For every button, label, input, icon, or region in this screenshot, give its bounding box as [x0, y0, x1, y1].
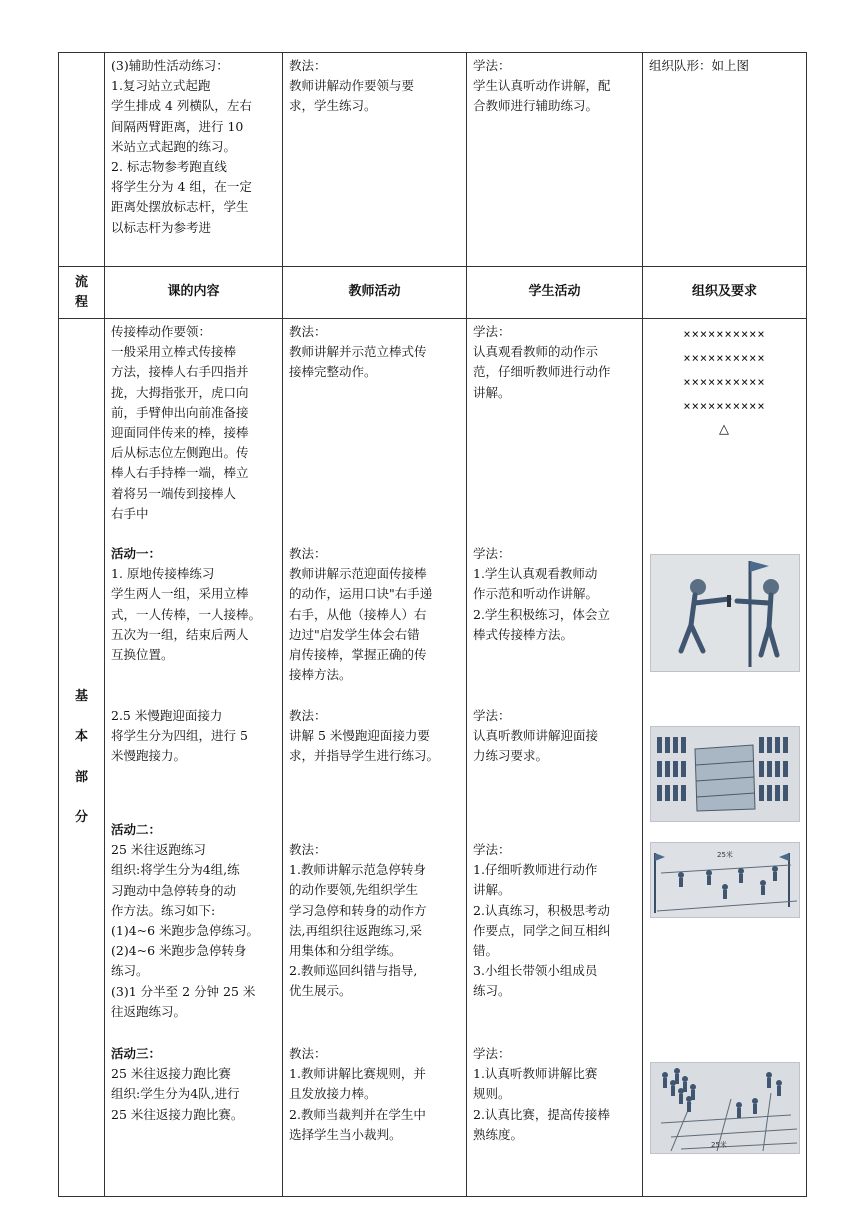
- teacher-position-icon: △: [719, 422, 730, 437]
- text-line: 五次为一组，结束后两人: [111, 626, 249, 642]
- text-line: 迎面同伴传来的棒，接棒: [111, 425, 249, 441]
- text-line: 2.5 米慢跑迎面接力: [111, 708, 223, 723]
- text-line: 认真观看教师的动作示: [473, 344, 599, 360]
- text-line: 教师讲解示范迎面传接棒: [289, 566, 427, 582]
- spacer: [473, 820, 636, 840]
- text-line: 选择学生当小裁判。: [289, 1126, 402, 1142]
- header-row: [59, 267, 807, 319]
- seg2-org: [649, 554, 800, 716]
- section-label: [59, 319, 105, 1197]
- text-line: 学法：: [473, 842, 511, 857]
- teacher-column: [283, 319, 467, 1197]
- text-line: 教法：: [289, 842, 327, 857]
- text-line: 熟练度。: [473, 1126, 524, 1142]
- text-line: 教法：: [289, 58, 327, 73]
- text-line: 学法：: [473, 1046, 511, 1061]
- text-line: 讲解。: [473, 882, 511, 898]
- top-teacher-cell: [283, 53, 467, 267]
- text-line: 学生排成 4 列横队，左右: [111, 98, 252, 114]
- seg2-content: [111, 544, 276, 706]
- text-line: 接棒方法。: [289, 667, 352, 683]
- header-flow-char: 程: [74, 294, 88, 310]
- text-line: 1.仔细听教师进行动作: [473, 862, 598, 878]
- text-line: 互换位置。: [111, 647, 174, 663]
- seg3-org: [649, 726, 800, 840]
- text-line: 式，一人传棒，一人接棒。: [111, 606, 262, 622]
- org-column: [643, 319, 807, 1197]
- text-line: 学法：: [473, 708, 511, 723]
- header-content: 课的内容: [105, 267, 283, 319]
- spacer: [289, 820, 460, 840]
- text-line: 传接棒动作要领：: [111, 324, 212, 339]
- text-line: 求，学生练习。: [289, 98, 377, 114]
- text-line: 教法：: [289, 1046, 327, 1061]
- student-column: [467, 319, 643, 1197]
- text-line: (2)4~6 米跑步急停转身: [111, 943, 247, 959]
- text-line: 讲解。: [473, 384, 511, 400]
- seg4-org: [649, 842, 800, 1066]
- text-line: 的动作要领,先组织学生: [289, 882, 418, 898]
- seg3-content: [111, 706, 276, 820]
- text-line: 作示范和听动作讲解。: [473, 586, 599, 602]
- formation-row: ××××××××××: [683, 351, 766, 365]
- text-line: 后从标志位左侧跑出。传: [111, 445, 249, 461]
- text-line: 拢，大拇指张开，虎口向: [111, 384, 249, 400]
- header-teacher: 教师活动: [283, 267, 467, 319]
- text-line: 学生认真听动作讲解，配: [473, 78, 611, 94]
- text-line: 优生展示。: [289, 983, 352, 999]
- basic-section-row: [59, 319, 807, 1197]
- text-line: (3)1 分半至 2 分钟 25 米: [111, 983, 256, 999]
- text-line: 将学生分为 4 组，在一定: [111, 179, 252, 195]
- text-line: 以标志杆为参考进: [111, 219, 212, 235]
- text-line: 学法：: [473, 546, 511, 561]
- header-student: 学生活动: [467, 267, 643, 319]
- text-line: 法,再组织往返跑练习,采: [289, 922, 422, 938]
- activity-title: 活动一：: [111, 546, 162, 561]
- text-line: 距离处摆放标志杆，学生: [111, 199, 249, 215]
- text-line: 教师讲解并示范立棒式传: [289, 344, 427, 360]
- text-line: 2.教师当裁判并在学生中: [289, 1106, 426, 1122]
- formation-row: ××××××××××: [683, 375, 766, 389]
- text-line: 25 米往返接力跑比赛。: [111, 1106, 244, 1122]
- top-student-cell: [467, 53, 643, 267]
- seg2-student: [473, 544, 636, 706]
- text-line: 方法，接棒人右手四指并: [111, 364, 249, 380]
- text-line: 25 米往返接力跑比赛: [111, 1066, 231, 1082]
- formation-row: ××××××××××: [683, 327, 766, 341]
- text-line: 练习。: [473, 983, 511, 999]
- text-line: 求，并指导学生进行练习。: [289, 748, 440, 764]
- text-line: 米慢跑接力。: [111, 748, 187, 764]
- text-line: 往返跑练习。: [111, 1003, 187, 1019]
- distance-label: 25米: [716, 851, 733, 859]
- seg3-student: [473, 706, 636, 820]
- text-line: 25 米往返跑练习: [111, 842, 206, 858]
- text-line: 间隔两臂距离，进行 10: [111, 118, 244, 134]
- seg4-teacher: [289, 820, 460, 1044]
- text-line: 合教师进行辅助练习。: [473, 98, 599, 114]
- text-line: 右手，从他（接棒人）右: [289, 606, 427, 622]
- baton-pass-illustration: [650, 554, 800, 672]
- text-line: 边过"启发学生体会右错: [289, 626, 420, 642]
- text-line: 学习急停和转身的动作方: [289, 902, 427, 918]
- text-line: 范，仔细听教师进行动作: [473, 364, 611, 380]
- text-line: 教法：: [289, 546, 327, 561]
- text-line: 右手中: [111, 505, 149, 521]
- relay-race-illustration: [650, 1062, 800, 1154]
- text-line: 一般采用立棒式传接棒: [111, 344, 237, 360]
- text-line: 且发放接力棒。: [289, 1086, 377, 1102]
- distance-label: 25米: [710, 1141, 727, 1149]
- top-row-flow-cell: [59, 53, 105, 267]
- text-line: 2. 标志物参考跑直线: [111, 159, 227, 175]
- section-label-char: 部: [74, 769, 88, 785]
- activity-title: 活动三：: [111, 1046, 162, 1061]
- text-line: 肩传接棒，掌握正确的传: [289, 647, 427, 663]
- text-line: 学生两人一组，采用立棒: [111, 586, 249, 602]
- section-label-char: 本: [74, 729, 88, 745]
- text-line: 1. 原地传接棒练习: [111, 566, 215, 582]
- header-flow: [59, 267, 105, 319]
- text-line: 1.学生认真观看教师动: [473, 566, 598, 582]
- seg5-org: [649, 1062, 800, 1162]
- top-content-cell: [105, 53, 283, 267]
- shuttle-run-illustration: [650, 842, 800, 918]
- seg2-teacher: [289, 544, 460, 706]
- top-row: [59, 53, 807, 267]
- text-line: 2.教师巡回纠错与指导,: [289, 963, 418, 979]
- text-line: 规则。: [473, 1086, 511, 1102]
- text-line: 2.认真比赛，提高传接棒: [473, 1106, 610, 1122]
- seg5-student: [473, 1044, 636, 1144]
- text-line: 教法：: [289, 324, 327, 339]
- relay-groups-illustration: [650, 726, 800, 822]
- text-line: 前，手臂伸出向前准备接: [111, 404, 249, 420]
- text-line: 1.复习站立式起跑: [111, 78, 211, 94]
- formation-diagram: [649, 322, 800, 544]
- text-line: 习跑动中急停转身的动: [111, 882, 237, 898]
- text-line: 作方法。练习如下:: [111, 902, 216, 918]
- text-line: 2.认真练习，积极思考动: [473, 902, 610, 918]
- seg1-student: [473, 322, 636, 544]
- section-label-char: 分: [74, 809, 88, 825]
- text-line: 组织:将学生分为4组,练: [111, 862, 240, 878]
- text-line: 学法：: [473, 324, 511, 339]
- activity-title: 活动二：: [111, 822, 162, 837]
- text-line: 教法：: [289, 708, 327, 723]
- header-flow-char: 流: [74, 274, 88, 290]
- text-line: 认真听教师讲解迎面接: [473, 728, 599, 744]
- section-label-char: 基: [74, 689, 88, 705]
- header-org: 组织及要求: [643, 267, 807, 319]
- seg5-content: [111, 1044, 276, 1144]
- text-line: 的动作，运用口诀"右手递: [289, 586, 433, 602]
- text-line: 组织队形：如上图: [649, 58, 750, 73]
- text-line: 1.教师讲解示范急停转身: [289, 862, 426, 878]
- text-line: 组织:学生分为4队,进行: [111, 1086, 240, 1102]
- seg4-content: [111, 820, 276, 1044]
- text-line: 作要点，同学之间互相纠: [473, 922, 611, 938]
- text-line: 错。: [473, 943, 499, 959]
- text-line: 3.小组长带领小组成员: [473, 963, 598, 979]
- seg5-teacher: [289, 1044, 460, 1144]
- text-line: 着将另一端传到接棒人: [111, 485, 237, 501]
- text-line: 米站立式起跑的练习。: [111, 138, 237, 154]
- text-line: 学法：: [473, 58, 511, 73]
- text-line: (3)辅助性活动练习：: [111, 58, 229, 73]
- seg1-teacher: [289, 322, 460, 544]
- text-line: 棒式传接棒方法。: [473, 626, 574, 642]
- text-line: 教师讲解动作要领与要: [289, 78, 415, 94]
- text-line: 2.学生积极练习，体会立: [473, 606, 610, 622]
- text-line: 棒人右手持棒一端，棒立: [111, 465, 249, 481]
- content-column: [105, 319, 283, 1197]
- text-line: 用集体和分组学练。: [289, 943, 402, 959]
- text-line: 接棒完整动作。: [289, 364, 377, 380]
- text-line: 1.认真听教师讲解比赛: [473, 1066, 598, 1082]
- text-line: 1.教师讲解比赛规则，并: [289, 1066, 426, 1082]
- seg1-content: [111, 322, 276, 544]
- top-org-cell: [643, 53, 807, 267]
- text-line: 讲解 5 米慢跑迎面接力要: [289, 728, 430, 744]
- text-line: 练习。: [111, 963, 149, 979]
- text-line: (1)4~6 米跑步急停练习。: [111, 923, 260, 939]
- seg3-teacher: [289, 706, 460, 820]
- text-line: 将学生分为四组，进行 5: [111, 728, 248, 744]
- seg4-student: [473, 820, 636, 1044]
- lesson-plan-table: [58, 52, 807, 1197]
- formation-row: ××××××××××: [683, 399, 766, 413]
- text-line: 力练习要求。: [473, 748, 549, 764]
